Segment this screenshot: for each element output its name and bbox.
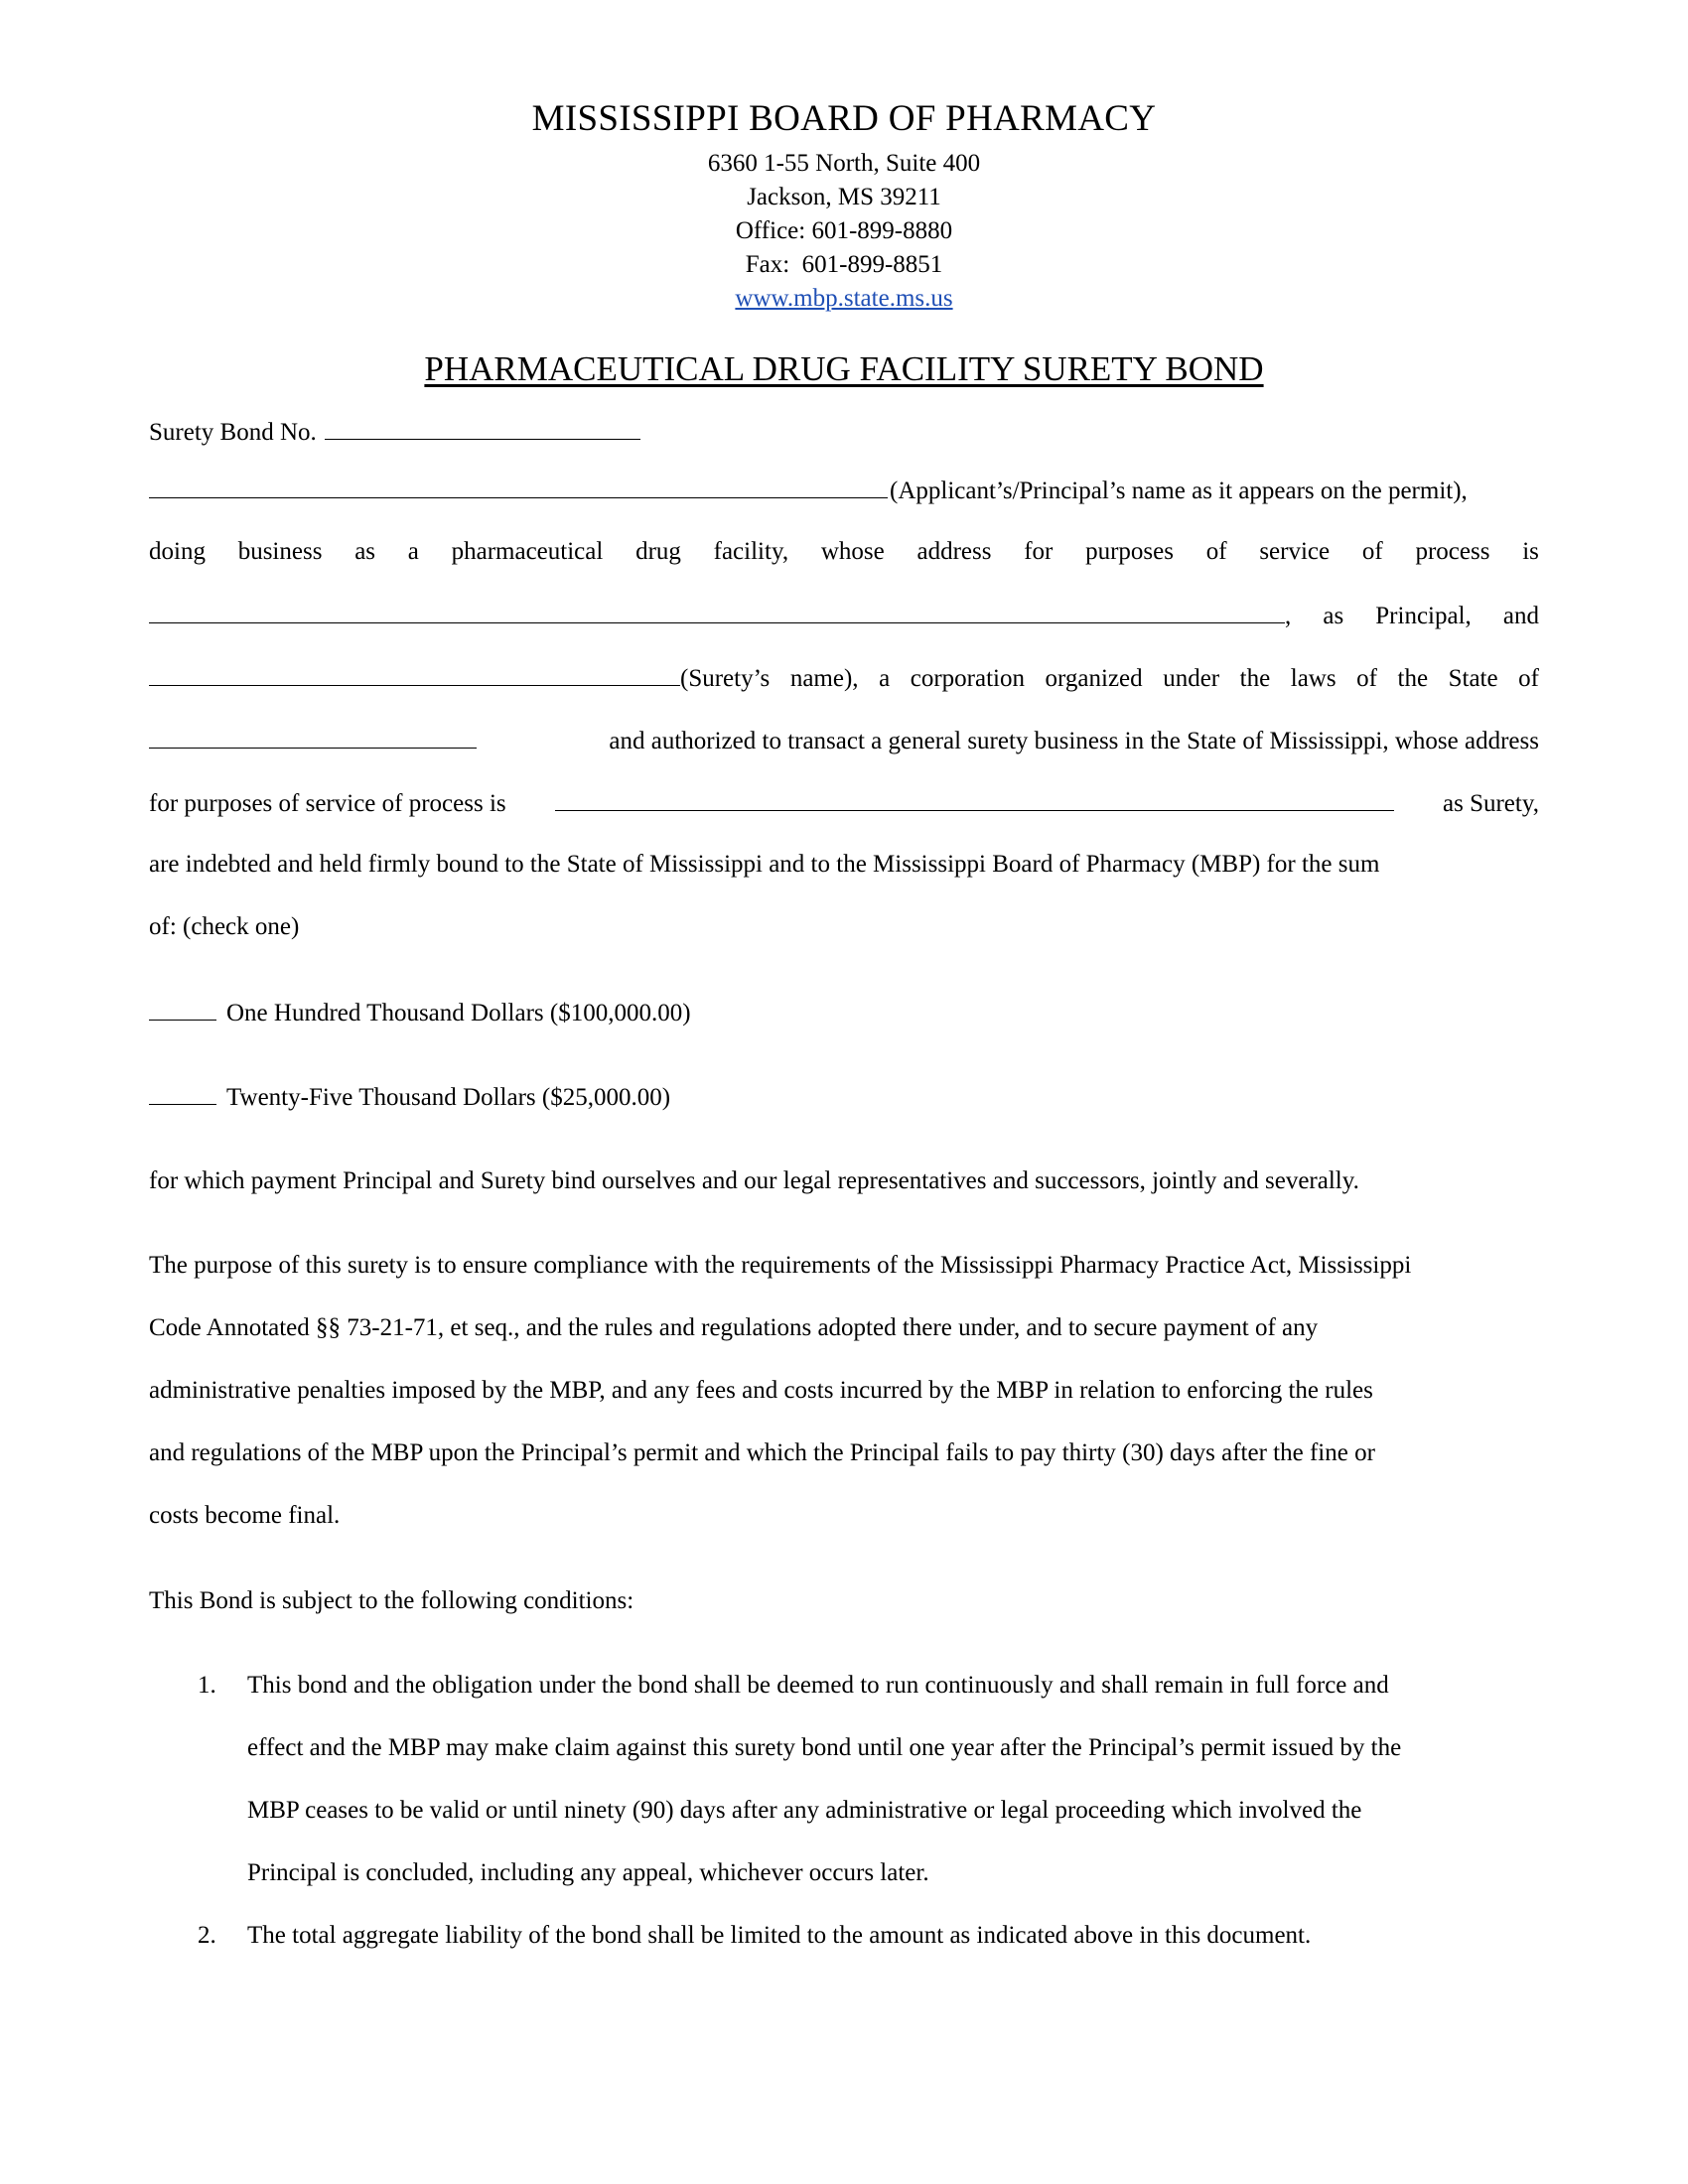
surety-address-label: for purposes of service of process is bbox=[149, 790, 506, 817]
surety-line-word: laws bbox=[1290, 665, 1336, 692]
option-25000-row bbox=[149, 1082, 1539, 1112]
office-phone: Office: 601-899-8880 bbox=[735, 217, 953, 244]
board-name: MISSISSIPPI BOARD OF PHARMACY bbox=[531, 98, 1157, 139]
option-100000-label: One Hundred Thousand Dollars ($100,000.00) bbox=[226, 1000, 691, 1026]
condition-2-line-1: The total aggregate liability of the bond shall be limited to the amount as indicated above in this document. bbox=[247, 1922, 1312, 1949]
bond-number-row bbox=[149, 417, 1539, 447]
indebted-line: are indebted and held firmly bound to the State of Mississippi and to the Mississippi Board of Pharmacy (MBP) for the sum bbox=[149, 851, 1380, 878]
business-line-word: of bbox=[1205, 538, 1227, 565]
surety-state-text: and authorized to transact a general surety business in the State of Mississippi, whose address bbox=[609, 728, 1539, 754]
business-line-word: a bbox=[407, 538, 419, 565]
surety-line-word: State bbox=[1448, 665, 1498, 692]
surety-line-word: under bbox=[1163, 665, 1220, 692]
condition-1-line-4: Principal is concluded, including any appeal, whichever occurs later. bbox=[247, 1859, 929, 1886]
condition-1-line-3: MBP ceases to be valid or until ninety (90) days after any administrative or legal proceeding which involved the bbox=[247, 1797, 1362, 1824]
surety-line-word: name), bbox=[789, 665, 859, 692]
business-line-word: is bbox=[1522, 538, 1539, 565]
condition-2-number: 2. bbox=[198, 1922, 216, 1949]
surety-line-word: corporation bbox=[910, 665, 1025, 692]
condition-1-line-2: effect and the MBP may make claim against this surety bond until one year after the Principal’s permit issued by the bbox=[247, 1734, 1402, 1761]
principal-name-field[interactable] bbox=[149, 476, 888, 498]
option-100000-row bbox=[149, 998, 1539, 1027]
document-title: PHARMACEUTICAL DRUG FACILITY SURETY BOND bbox=[424, 349, 1264, 388]
purpose-line-3: administrative penalties imposed by the MBP, and any fees and costs incurred by the MBP in relation to enforcing the rules bbox=[149, 1377, 1373, 1404]
surety-line-word: of bbox=[1356, 665, 1377, 692]
bond-number-field[interactable] bbox=[325, 417, 640, 440]
option-25000-label: Twenty-Five Thousand Dollars ($25,000.00) bbox=[226, 1084, 671, 1111]
condition-1-line-1: This bond and the obligation under the bond shall be deemed to run continuously and shall remain in full force and bbox=[247, 1672, 1389, 1699]
business-line-word: drug bbox=[635, 538, 681, 565]
principal-suffix-and: and bbox=[1502, 603, 1539, 629]
business-line-word: service bbox=[1259, 538, 1331, 565]
bond-number-label: Surety Bond No. bbox=[149, 419, 317, 446]
business-line-word: address bbox=[916, 538, 992, 565]
business-line-word: doing bbox=[149, 538, 206, 565]
condition-1-number: 1. bbox=[198, 1672, 216, 1699]
surety-name-row bbox=[149, 663, 1539, 693]
surety-line-word: the bbox=[1239, 665, 1271, 692]
payment-line: for which payment Principal and Surety bind ourselves and our legal representatives and successors, jointly and severally. bbox=[149, 1167, 1359, 1194]
purpose-line-5: costs become final. bbox=[149, 1502, 341, 1529]
surety-address-field[interactable] bbox=[555, 788, 1394, 811]
website-link[interactable]: www.mbp.state.ms.us bbox=[735, 285, 953, 312]
business-line-word: business bbox=[237, 538, 323, 565]
business-line-word: purposes bbox=[1085, 538, 1174, 565]
surety-address-suffix: as Surety, bbox=[1443, 790, 1539, 817]
surety-line-word: a bbox=[879, 665, 891, 692]
option-100000-checkbox[interactable] bbox=[149, 998, 216, 1021]
surety-line-word: the bbox=[1397, 665, 1429, 692]
principal-address-field[interactable] bbox=[149, 601, 1285, 623]
website-line bbox=[0, 282, 1688, 316]
surety-name-field[interactable] bbox=[149, 663, 680, 686]
surety-line-word: organized bbox=[1045, 665, 1143, 692]
surety-line-word: (Surety’s bbox=[680, 665, 771, 692]
business-line-word: process bbox=[1415, 538, 1490, 565]
principal-suffix-principal: Principal, bbox=[1375, 603, 1472, 629]
purpose-line-1: The purpose of this surety is to ensure compliance with the requirements of the Mississippi Pharmacy Practice Act, Mississippi bbox=[149, 1252, 1412, 1279]
business-line-word: for bbox=[1024, 538, 1054, 565]
principal-name-row bbox=[149, 476, 1539, 505]
surety-state-row bbox=[149, 726, 1539, 755]
surety-line-word: of bbox=[1518, 665, 1539, 692]
business-line-word: pharmaceutical bbox=[451, 538, 604, 565]
option-25000-checkbox[interactable] bbox=[149, 1082, 216, 1105]
conditions-intro: This Bond is subject to the following conditions: bbox=[149, 1587, 634, 1614]
business-line-word: as bbox=[354, 538, 376, 565]
principal-address-row bbox=[149, 601, 1539, 630]
purpose-line-2: Code Annotated §§ 73-21-71, et seq., and the rules and regulations adopted there under, and to secure payment of any bbox=[149, 1314, 1319, 1341]
business-description-line bbox=[149, 538, 1539, 566]
principal-name-label: (Applicant’s/Principal’s name as it appears on the permit), bbox=[890, 478, 1468, 504]
address-line-1: 6360 1-55 North, Suite 400 bbox=[707, 150, 981, 177]
surety-address-row bbox=[149, 788, 1539, 818]
surety-state-field[interactable] bbox=[149, 726, 477, 749]
principal-comma: , bbox=[1285, 603, 1292, 629]
check-one-label: of: (check one) bbox=[149, 913, 300, 940]
address-line-2: Jackson, MS 39211 bbox=[747, 184, 941, 210]
business-line-word: facility, bbox=[713, 538, 789, 565]
purpose-line-4: and regulations of the MBP upon the Principal’s permit and which the Principal fails to pay thirty (30) days after the fine or bbox=[149, 1439, 1375, 1466]
business-line-word: of bbox=[1361, 538, 1383, 565]
principal-suffix-as: as bbox=[1323, 603, 1344, 629]
fax-number: Fax: 601-899-8851 bbox=[745, 251, 943, 278]
business-line-word: whose bbox=[820, 538, 885, 565]
